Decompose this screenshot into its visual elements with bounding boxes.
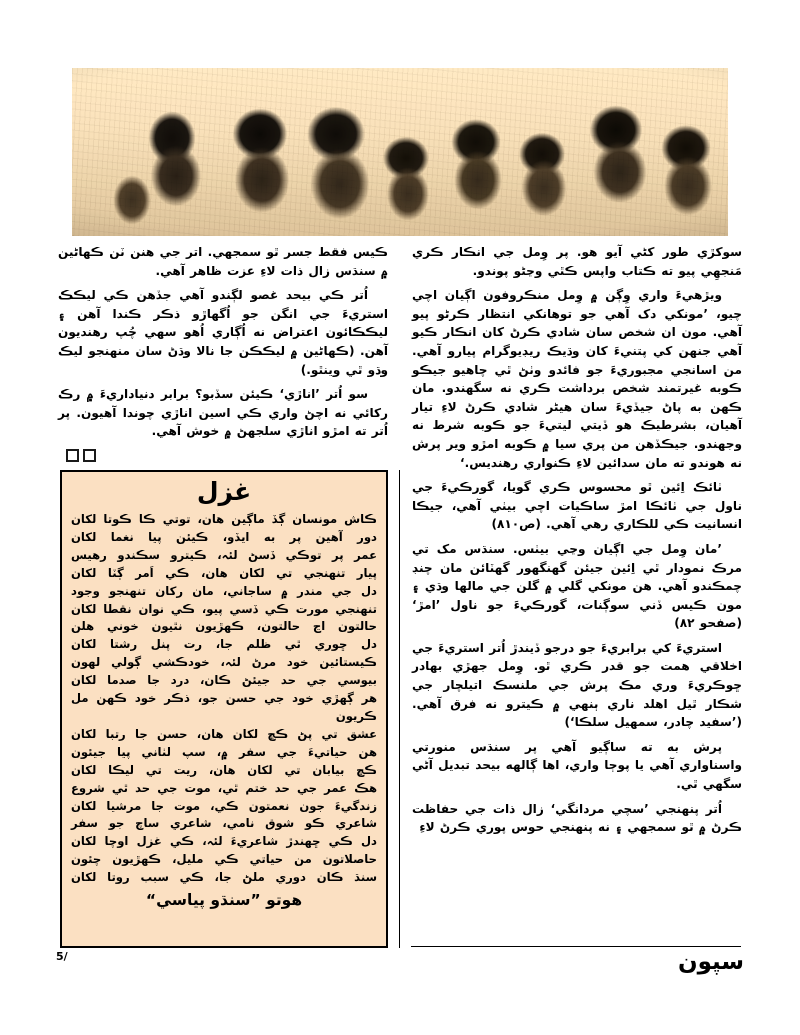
- ghazal-line: دل ڇوري ٿي ظلم جا، رت پنل رشتا لکان: [71, 637, 377, 652]
- photo-vignette: [72, 68, 728, 236]
- group-photo: [72, 68, 728, 236]
- paragraph: سو اُتر ’اناڙي‘ ڪيئن سڏبو؟ برابر دنياداريءَ ۾ رڪ رکائي نه اچڻ واري ڪي اسين اناڙي چوندا آهيون. پر اُتر ته امڙو اناڙي سلجهڻ ۾ خوش آهي.: [58, 387, 388, 439]
- ghazal-author-signature: هوتو ”سنڌو پياسي“: [145, 891, 303, 910]
- ghazal-line: ڪاش مونسان ڳڏ ماڳين هان، توتي ڪا ڪوتا لکان: [71, 512, 377, 526]
- ghazal-line: هن حياتيءَ جي سفر ۾، سپ لٺاني پيا جيئون: [71, 744, 377, 759]
- ghazal-line: ڪيستائين خود مرڻ لئہ، خودڪشي ڳولي لهون: [71, 655, 377, 670]
- paragraph: پرش به ته ساڳيو آهي پر سنڌس منورتي واسناواري آهي يا پوڄا واري، اها ڳالهه بيحد تبديل آڻي سگهي ٿي.: [412, 739, 742, 792]
- column-divider: [399, 470, 400, 948]
- paragraph: استريءَ کي برابريءَ جو درجو ڏيندڙ اُتر استريءَ جي اخلاقي همت جو قدر ڪري ٿو. وِمل جهڙي بهادر ڇوڪريءَ وري مڪ پرش جي ملنسڪ اتيلچار جي شڪار ٿيل اهلد ناري ٻنهي ۾ ڪيترو نه فرق آهي. (’سفيد چادر، سمهيل سلڪا‘): [412, 640, 742, 730]
- section-end-ornament: [66, 449, 96, 462]
- paragraph: ويڙهيءَ واري وِڳن ۾ وِمل منڪروفون اڳيان اچي چيو، ’مونکي دک آهي جو توهانکي انتظار ڪرڻو پيو آهي. مون ان شخص سان شادي ڪرڻ کان انڪار ڪيو آهي جنهن کي پتنيءَ کان وڌيڪ ريڊيوگرام پيارو آهي. من اسانجي مجبوريءَ جو فائدو وٺڻ ٿي چاهيو جيڪو ڪوبه غيرتمند شخص برداشت ڪري نه سگهندو. مان ڪهن به پاڻ جيڏيءَ سان هيڻر شادي ڪرڻ لاءِ تيار آهيان، بشرطيڪ هو ڏيتي ليتيءَ جو ڪوبه شرط نه وجهندو. جيڪڏهن من پري سيا ۾ ڪوبه امڙو وير پرش نه هوندو ته مان سدائين لاءِ ڪنواري رهنديس.‘: [412, 288, 742, 470]
- ghazal-title: غزل: [196, 477, 252, 506]
- left-text-column: [58, 243, 388, 447]
- page-number: 5/: [56, 950, 68, 963]
- square-ornament-icon: [83, 449, 96, 462]
- ghazal-line: دل ڪي ڇهندڙ شاعريءَ لئہ، ڪي غزل اوچا لکان: [71, 834, 377, 849]
- paragraph: ڪيس فقط جسر ٿو سمجهي. اتر جي هنن ٽن ڪهاڻين ۾ سنڌس زال ذات لاءِ عزت ظاهر آهي.: [58, 245, 388, 278]
- paragraph: اُتر ڪي بيحد غصو لڳندو آهي جڏهن ڪي ليڪڪ استريءَ جي انگن جو اُگهاڙو ذڪر ڪندا آهن ۽ ليڪڪائون اعتراض نه اُڳاري اُهو سهي چُپ رهنديون آهن. (ڪهاڻين ۾ ليڪڪن جا نالا وڌڻ سان منهنجو ليڪ وڌو ٿي وينٿو.): [58, 288, 388, 377]
- ghazal-poem-box: [60, 470, 388, 948]
- ghazal-line: دور آهين پر به ايڏو، ڪيئن پيا نغما لکان: [71, 529, 377, 544]
- footer-rule: [411, 946, 741, 947]
- right-text-column: [412, 243, 742, 843]
- ghazal-line: هڪ عمر جي حد ختم ٿي، موت جي حد ٿي شروع: [71, 780, 377, 795]
- ghazal-line: تنهنجي مورت ڪي ڏسي پيو، ڪي نوان نقطا لکان: [71, 601, 377, 616]
- paragraph: ’مان وِمل جي اڳيان وڃي بيٺس. سنڌس مک تي مرڪ نمودار ٿي اِئين جيئن گهنگهور گهٽائن مان چنڊ چمڪندو آهي. هن مونکي گلي ۾ گلن جي مالها وڌي ۽ مون ڪيس ڏني سوڳنات، گورڪيءَ جو ناول ’امڙ‘ (صفحو ٨٢): [412, 541, 742, 631]
- ghazal-line: حالتون اڃ حالتون، ڪهڙيون نٿيون خوني هلن: [71, 619, 377, 634]
- ghazal-line: عشق تي پڻ ڪڇ لکان هان، حسن جا رتبا لکان: [71, 726, 377, 741]
- paragraph: سوکڙي طور کڻي آيو هو. پر وِمل جي انڪار ڪري مَنجهِي پيو ته ڪتاب واپس ڪٿي وڃڻو پوندو.: [412, 245, 742, 278]
- ghazal-line: پيار تنهنجي تي لکان هان، ڪي اَمر ڳٽا لکان: [71, 565, 377, 580]
- ghazal-line: دل جي مندر ۾ ساجاني، مان رکان تنهنجو وجود: [71, 583, 377, 598]
- paragraph: اُتر پنهنجي ’سچي مردانگي‘ زال ذات جي حفاظت ڪرڻ ۾ ٿو سمجهي ۽ نه پنهنجي حوس پوري ڪرڻ لاءِ: [412, 801, 742, 835]
- ghazal-line: زندگيءَ جون نعمتون ڪي، موت جا مرشيا لکان: [71, 798, 377, 813]
- ghazal-line: سنڌ ڪان دوري ملڻ جا، ڪي سبب روتا لکان: [71, 870, 377, 885]
- ghazal-line: هر ڳهڙي خود جي حسن جو، ذڪر خود ڪهن مل ڪريون: [71, 691, 377, 723]
- ghazal-line: شاعري ڪو شوق نامي، شاعري ساچ جو سفر: [71, 816, 377, 831]
- ghazal-lines: [62, 511, 386, 887]
- paragraph: ٺائڪ اِئين ٿو محسوس ڪري گويا، گورڪيءَ جي ناول جي ٺائڪا امڙ ساڪيات اچي بيٺي آهي، جيڪا انسانيت ڪي للڪاري رهي آهي. (ص٨١٠): [412, 480, 742, 532]
- ghazal-line: عمر پر توڪي ڏسڻ لئہ، ڪيترو سڪندو رهيس: [71, 547, 377, 562]
- ghazal-line: حاصلاتون من حياتي ڪي مليل، ڪهڙيون چئون: [71, 852, 377, 867]
- ghazal-line: بيوسي جي حد جيئڻ ڪان، درد جا صدما لکان: [71, 673, 377, 688]
- ghazal-line: ڪڇ بيابان تي لکان هان، ريت تي ليڪا لکان: [71, 762, 377, 777]
- magazine-name: سپون: [677, 949, 744, 975]
- square-ornament-icon: [66, 449, 79, 462]
